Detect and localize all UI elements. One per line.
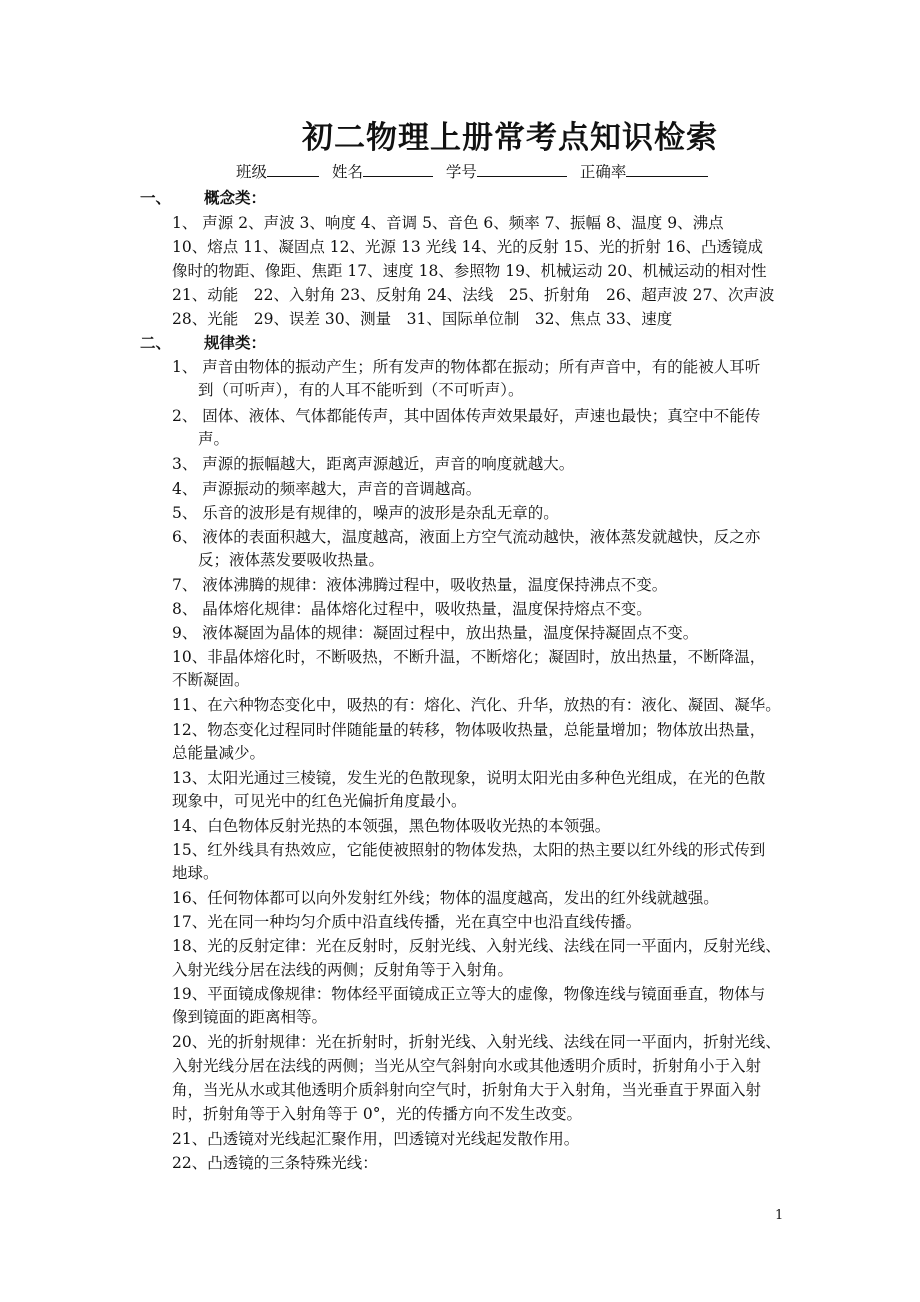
rule-line: 22、凸透镜的三条特殊光线： — [172, 1154, 378, 1172]
id-blank — [477, 162, 567, 177]
section-number: 二、 — [140, 333, 172, 352]
rule-line: 1、 声音由物体的振动产生；所有发声的物体都在振动；所有声音中，有的能被人耳听 — [172, 358, 761, 376]
rule-line: 15、红外线具有热效应，它能使被照射的物体发热，太阳的热主要以红外线的形式传到 — [172, 841, 766, 859]
rule-line: 14、白色物体反射光热的本领强，黑色物体吸收光热的本领强。 — [172, 817, 611, 835]
rule-line: 入射光线分居在法线的两侧；当光从空气斜射向水或其他透明介质时，折射角小于入射 — [172, 1057, 762, 1075]
rule-line: 到（可听声），有的人耳不能听到（不可听声）。 — [198, 381, 524, 399]
page-number: 1 — [775, 1208, 784, 1223]
rule-line: 16、任何物体都可以向外发射红外线；物体的温度越高，发出的红外线就越强。 — [172, 889, 719, 907]
rule-line: 地球。 — [172, 864, 219, 882]
name-blank — [363, 162, 433, 177]
section-title: 规律类： — [204, 333, 267, 352]
rule-line: 7、 液体沸腾的规律：液体沸腾过程中，吸收热量，温度保持沸点不变。 — [172, 576, 668, 594]
rule-line: 3、 声源的振幅越大，距离声源越近，声音的响度就越大。 — [172, 455, 575, 473]
concept-line: 像时的物距、像距、焦距 17、速度 18、参照物 19、机械运动 20、机械运动的相对性 — [172, 262, 767, 280]
section-heading-concepts — [140, 186, 266, 208]
id-label: 学号 — [445, 163, 477, 181]
accuracy-blank — [626, 162, 708, 177]
rule-line: 20、光的折射规律：光在折射时，折射光线、入射光线、法线在同一平面内，折射光线、 — [172, 1033, 781, 1051]
class-label: 班级 — [236, 163, 268, 181]
rule-line: 17、光在同一种均匀介质中沿直线传播，光在真空中也沿直线传播。 — [172, 913, 642, 931]
rule-line: 9、 液体凝固为晶体的规律：凝固过程中，放出热量，温度保持凝固点不变。 — [172, 624, 699, 642]
rule-line: 不断凝固。 — [172, 671, 250, 689]
rule-line: 角，当光从水或其他透明介质斜射向空气时，折射角大于入射角，当光垂直于界面入射 — [172, 1081, 762, 1099]
concept-line: 10、熔点 11、凝固点 12、光源 13 光线 14、光的反射 15、光的折射 16、凸透镜成 — [172, 238, 764, 256]
page-title: 初二物理上册常考点知识检索 — [302, 120, 718, 156]
rule-line: 11、在六种物态变化中，吸热的有：熔化、汽化、升华，放热的有：液化、凝固、凝华。 — [172, 696, 781, 714]
rule-line: 10、非晶体熔化时，不断吸热，不断升温，不断熔化；凝固时，放出热量，不断降温， — [172, 648, 766, 666]
rule-line: 4、 声源振动的频率越大，声音的音调越高。 — [172, 480, 482, 498]
accuracy-label: 正确率 — [579, 163, 627, 181]
class-blank — [267, 162, 319, 177]
concept-line: 1、 声源 2、声波 3、响度 4、音调 5、音色 6、频率 7、振幅 8、温度 9、沸点 — [172, 214, 724, 232]
rule-line: 总能量减少。 — [172, 744, 266, 762]
rule-line: 时，折射角等于入射角等于 0°，光的传播方向不发生改变。 — [172, 1105, 583, 1123]
section-number: 一、 — [140, 188, 172, 207]
rule-line: 反；液体蒸发要吸收热量。 — [198, 551, 385, 569]
rule-line: 8、 晶体熔化规律：晶体熔化过程中，吸收热量，温度保持熔点不变。 — [172, 600, 652, 618]
concept-line: 28、光能 29、误差 30、测量 31、国际单位制 32、焦点 33、速度 — [172, 310, 673, 328]
rule-line: 声。 — [198, 430, 230, 448]
rule-line: 13、太阳光通过三棱镜，发生光的色散现象，说明太阳光由多种色光组成，在光的色散 — [172, 769, 766, 787]
name-label: 姓名 — [331, 163, 363, 181]
concept-line: 21、动能 22、入射角 23、反射角 24、法线 25、折射角 26、超声波 27、次声波 — [172, 286, 775, 304]
rule-line: 6、 液体的表面积越大，温度越高，液面上方空气流动越快，液体蒸发就越快，反之亦 — [172, 528, 761, 546]
rule-line: 5、 乐音的波形是有规律的，噪声的波形是杂乱无章的。 — [172, 504, 559, 522]
rule-line: 像到镜面的距离相等。 — [172, 1008, 328, 1026]
student-info-line — [236, 160, 708, 182]
rule-line: 现象中，可见光中的红色光偏折角度最小。 — [172, 792, 467, 810]
rule-line: 19、平面镜成像规律：物体经平面镜成正立等大的虚像，物像连线与镜面垂直，物体与 — [172, 985, 766, 1003]
rule-line: 21、凸透镜对光线起汇聚作用，凹透镜对光线起发散作用。 — [172, 1130, 580, 1148]
rule-line: 18、光的反射定律：光在反射时，反射光线、入射光线、法线在同一平面内，反射光线、 — [172, 937, 781, 955]
rule-line: 2、 固体、液体、气体都能传声，其中固体传声效果最好，声速也最快；真空中不能传 — [172, 407, 761, 425]
rule-line: 入射光线分居在法线的两侧；反射角等于入射角。 — [172, 961, 514, 979]
section-title: 概念类： — [204, 188, 267, 207]
rule-line: 12、物态变化过程同时伴随能量的转移，物体吸收热量，总能量增加；物体放出热量， — [172, 721, 766, 739]
section-heading-rules — [140, 331, 266, 353]
